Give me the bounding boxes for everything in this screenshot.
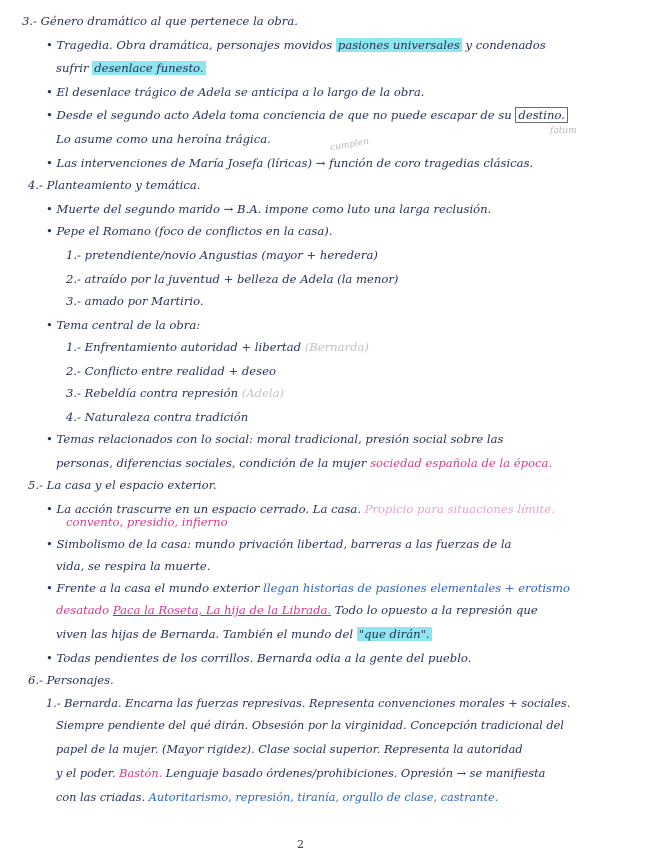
bullet-tema-central: • Tema central de la obra: — [46, 318, 201, 332]
bullet-maria-josefa: • Las intervenciones de María Josefa (líricas) → función de coro tragedias clásicas. — [46, 156, 534, 170]
bullet-segundo-acto — [46, 107, 568, 123]
blue-historias: llegan historias de pasiones elementales + erotismo — [263, 581, 570, 595]
section-6-heading: 6.- Personajes. — [28, 673, 114, 687]
bullet-muerte: • Muerte del segundo marido → B.A. impone como luto una larga reclusión. — [46, 202, 492, 216]
item-amado: 3.- amado por Martirio. — [66, 294, 204, 308]
text: viven las hijas de Bernarda. También el mundo del — [56, 627, 354, 641]
bullet-exterior-cont2 — [56, 626, 432, 642]
note-fatum: fatum — [550, 126, 577, 136]
note-bernarda: (Bernarda) — [304, 340, 369, 354]
text: • Desde el segundo acto Adela toma conciencia de que no puede escapar de su — [46, 108, 512, 122]
text: con las criadas. — [56, 791, 146, 804]
bernarda-line-1: 1.- Bernarda. Encarna las fuerzas represivas. Representa convenciones morales + sociales. — [46, 697, 571, 710]
text: y condenados — [465, 38, 546, 52]
highlight-que-diran: "que dirán". — [358, 627, 430, 641]
highlight-desenlace: desenlace funesto. — [94, 61, 204, 75]
text: Lenguaje basado órdenes/prohibiciones. Opresión → se manifiesta — [165, 767, 546, 780]
text: 3.- Rebeldía contra represión — [66, 386, 239, 400]
bullet-temas-sociales: • Temas relacionados con lo social: moral tradicional, presión social sobre las — [46, 432, 504, 446]
text: sufrir — [56, 61, 89, 75]
tema-3 — [66, 385, 284, 401]
highlight-pasiones: pasiones universales — [337, 38, 460, 52]
pink-propicio: Propicio para situaciones límite. — [364, 502, 555, 516]
bernarda-line-4 — [56, 766, 545, 782]
page-number: 2 — [297, 838, 304, 851]
pink-sociedad: sociedad española de la época. — [370, 456, 553, 470]
text: Todo lo opuesto a la represión que — [334, 603, 538, 617]
bullet-corrillos: • Todas pendientes de los corrillos. Bernarda odia a la gente del pueblo. — [46, 651, 472, 665]
bullet-pepe: • Pepe el Romano (foco de conflictos en la casa). — [46, 224, 333, 238]
tema-1 — [66, 339, 369, 355]
bullet-tragedia-cont — [56, 60, 206, 76]
bernarda-line-3: papel de la mujer. (Mayor rigidez). Clase social superior. Representa la autoridad — [56, 743, 523, 756]
bullet-simbolismo-cont: vida, se respira la muerte. — [56, 559, 211, 573]
boxed-destino: destino. — [515, 107, 568, 123]
text: personas, diferencias sociales, condición de la mujer — [56, 456, 367, 470]
text: • Tragedia. Obra dramática, personajes movidos — [46, 38, 333, 52]
item-pretendiente: 1.- pretendiente/novio Angustias (mayor + heredera) — [66, 248, 378, 262]
bernarda-line-5 — [56, 790, 498, 806]
blue-autoritarismo: Autoritarismo, represión, tiranía, orgullo de clase, castrante. — [148, 791, 499, 804]
text: y el poder. — [56, 767, 116, 780]
text: 1.- Enfrentamiento autoridad + libertad — [66, 340, 302, 354]
tema-4: 4.- Naturaleza contra tradición — [66, 410, 249, 424]
tema-2: 2.- Conflicto entre realidad + deseo — [66, 364, 276, 378]
pink-convento: convento, presidio, infierno — [66, 515, 228, 529]
bullet-segundo-acto-cont: Lo asume como una heroína trágica. — [56, 132, 271, 146]
text: • Frente a la casa el mundo exterior — [46, 581, 260, 595]
section-3-heading: 3.- Género dramático al que pertenece la obra. — [22, 14, 298, 28]
bullet-exterior-cont — [56, 602, 538, 618]
note-adela: (Adela) — [241, 386, 285, 400]
note-cumplen: cumplen — [329, 136, 370, 154]
bullet-temas-sociales-cont — [56, 455, 552, 471]
pink-desatado: desatado — [56, 603, 110, 617]
bullet-exterior — [46, 580, 570, 596]
item-atraido: 2.- atraído por la juventud + belleza de Adela (la menor) — [66, 272, 399, 286]
bullet-simbolismo: • Simbolismo de la casa: mundo privación libertad, barreras a las fuerzas de la — [46, 537, 512, 551]
section-5-heading: 5.- La casa y el espacio exterior. — [28, 478, 217, 492]
bullet-desenlace: • El desenlace trágico de Adela se anticipa a lo largo de la obra. — [46, 85, 425, 99]
bernarda-line-2: Siempre pendiente del qué dirán. Obsesión por la virginidad. Concepción tradicional del — [56, 719, 564, 732]
text: • La acción trascurre en un espacio cerrado. La casa. — [46, 502, 362, 516]
pink-paca-la-roseta: Paca la Roseta, La hija de la Librada. — [112, 603, 332, 617]
bullet-tragedia — [46, 37, 546, 53]
pink-baston: Bastón. — [119, 767, 163, 780]
section-4-heading: 4.- Planteamiento y temática. — [28, 178, 201, 192]
